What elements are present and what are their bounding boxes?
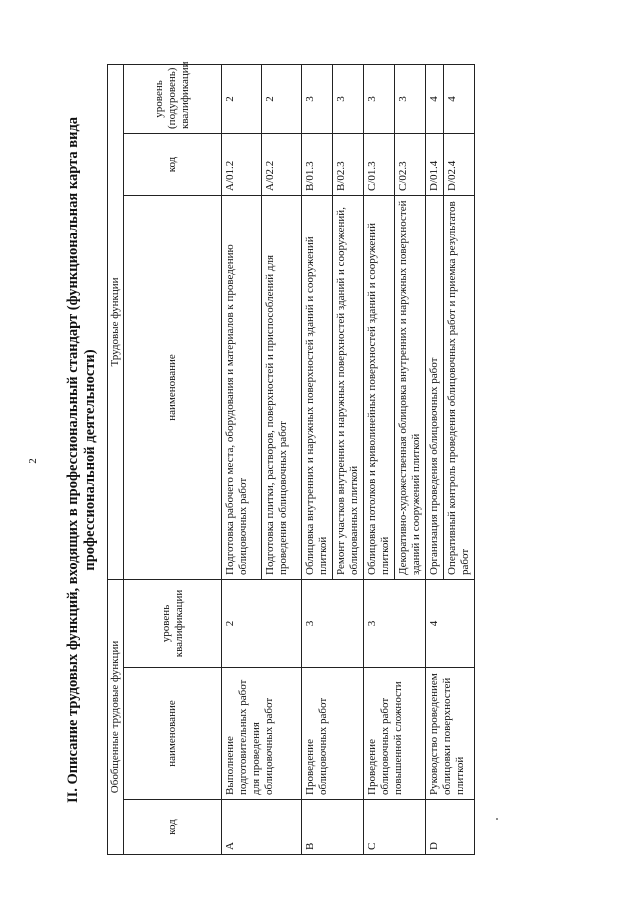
header-function-level: уровень (подуровень) квалификации (124, 64, 222, 133)
function-code: D/02.4 (444, 133, 475, 195)
section-title-line-2: профессиональной деятельности) (82, 349, 98, 571)
function-name: Организация проведения облицовочных работ (426, 195, 444, 579)
group-code: B (302, 800, 364, 855)
function-code: A/01.2 (222, 133, 262, 195)
page-number: 2 (26, 458, 39, 464)
header-level: уровень квалификации (124, 579, 222, 667)
function-code: C/02.3 (395, 133, 426, 195)
function-name: Декоративно-художественная облицовка внутренних и наружных поверхностей зданий и сооружений плиткой (395, 195, 426, 579)
table-row (222, 64, 262, 854)
function-level: 3 (333, 64, 364, 133)
function-code: B/02.3 (333, 133, 364, 195)
function-level: 3 (364, 64, 395, 133)
function-level: 3 (395, 64, 426, 133)
function-name: Оперативный контроль проведения облицовочных работ и приемка результатов работ (444, 195, 475, 579)
group-code: D (426, 800, 475, 855)
header-name: наименование (124, 668, 222, 800)
section-title (65, 65, 99, 855)
function-code: A/02.2 (262, 133, 302, 195)
function-level: 3 (302, 64, 333, 133)
group-code: A (222, 800, 302, 855)
function-name: Ремонт участков внутренних и наружных поверхностей зданий и сооружений, облицованных плиткой (333, 195, 364, 579)
table-row (364, 64, 395, 854)
function-code: D/01.4 (426, 133, 444, 195)
group-name: Проведение облицовочных работ (302, 668, 364, 800)
functional-map-table (107, 61, 475, 855)
group-level: 2 (222, 579, 302, 667)
group-level: 3 (364, 579, 426, 667)
function-code: B/01.3 (302, 133, 333, 195)
function-level: 4 (426, 64, 444, 133)
function-name: Облицовка потолков и криволинейных поверхностей зданий и сооружений плиткой (364, 195, 395, 579)
section-title-line-1: II. Описание трудовых функций, входящих в профессиональный стандарт (функциональная карта вида (65, 116, 81, 804)
header-function-name: наименование (124, 195, 222, 579)
group-name: Выполнение подготовительных работ для проведения облицовочных работ (222, 668, 302, 800)
group-level: 3 (302, 579, 364, 667)
function-level: 4 (444, 64, 475, 133)
function-code: C/01.3 (364, 133, 395, 195)
function-name: Подготовка плитки, растворов, поверхностей и приспособлений для проведения облицовочных работ (262, 195, 302, 579)
group-name: Руководство проведением облицовки поверхностей плиткой (426, 668, 475, 800)
rotated-page-content (65, 61, 575, 855)
header-code: код (124, 800, 222, 855)
header-generalized-functions: Обобщенные трудовые функции (108, 579, 124, 854)
table-row (302, 64, 333, 854)
function-level: 2 (222, 64, 262, 133)
function-level: 2 (262, 64, 302, 133)
function-name: Облицовка внутренних и наружных поверхностей зданий и сооружений плиткой (302, 195, 333, 579)
header-labor-functions: Трудовые функции (108, 64, 124, 579)
function-name: Подготовка рабочего места, оборудования и материалов к проведению облицовочных работ (222, 195, 262, 579)
group-level: 4 (426, 579, 475, 667)
group-name: Проведение облицовочных работ повышенной сложности (364, 668, 426, 800)
table-row (426, 64, 444, 854)
group-code: C (364, 800, 426, 855)
header-function-code: код (124, 133, 222, 195)
